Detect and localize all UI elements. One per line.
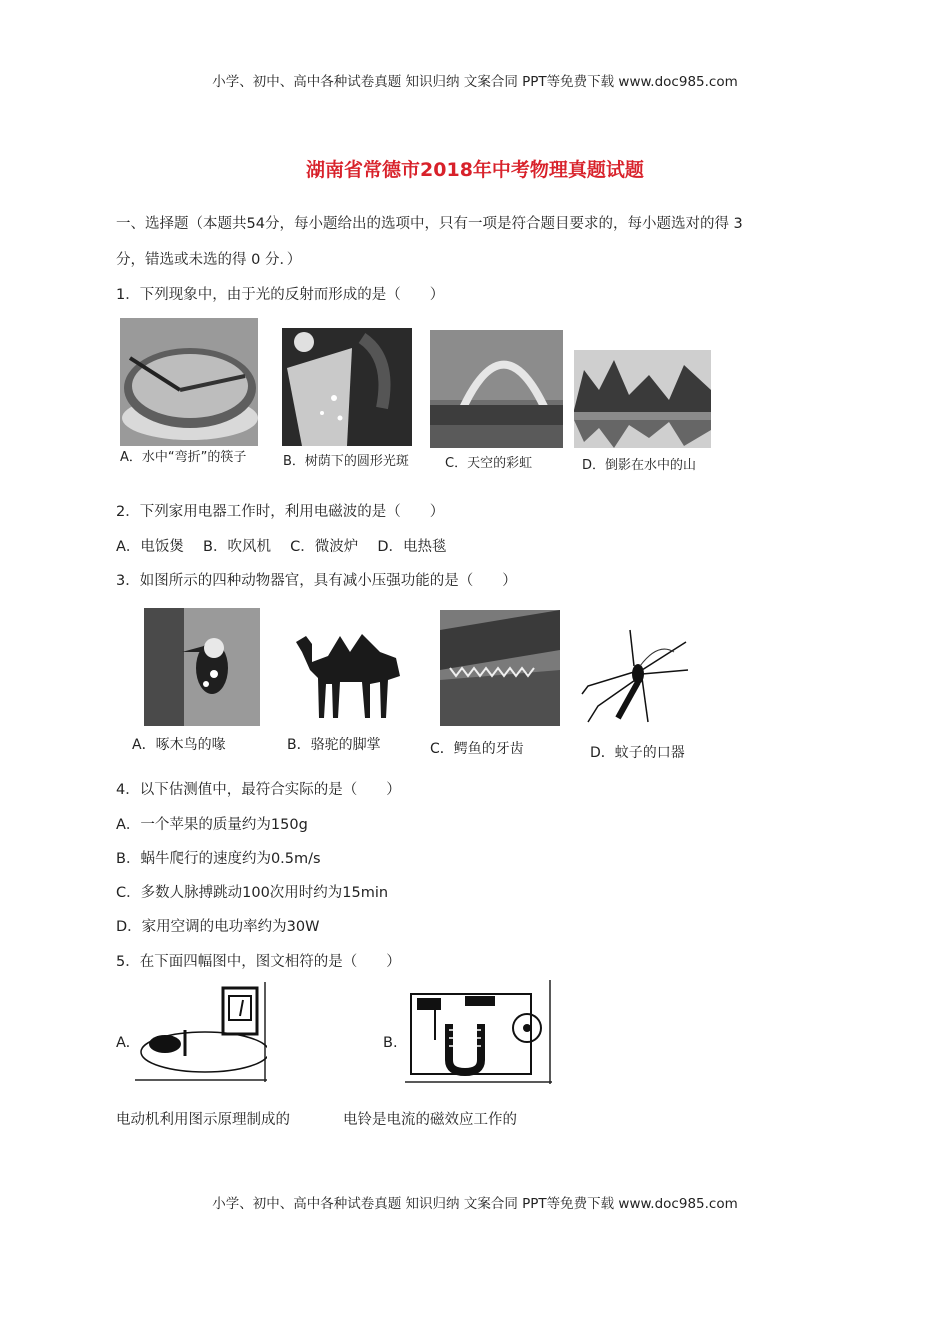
question-2-options: A．电饭煲 B．吹风机 C．微波炉 D．电热毯 (116, 539, 447, 555)
q1-image-mountain-reflection (574, 350, 711, 448)
question-1-stem: 1．下列现象中，由于光的反射而形成的是（ ） (116, 287, 445, 303)
page-header: 小学、初中、高中各种试卷真题 知识归纳 文案合同 PPT等免费下载 www.doc985.com (212, 74, 738, 90)
q5-caption-a: 电动机利用图示原理制成的 (116, 1112, 290, 1128)
question-4-option-d: D．家用空调的电功率约为30W (116, 919, 320, 935)
q5-label-a: A. (116, 1035, 131, 1051)
q3-image-mosquito (578, 622, 694, 726)
question-4-option-a: A．一个苹果的质量约为150g (116, 817, 308, 833)
q1-caption-d: D．倒影在水中的山 (582, 458, 697, 473)
page-title: 湖南省常德市2018年中考物理真题试题 (306, 159, 644, 181)
q3-caption-b: B．骆驼的脚掌 (287, 737, 381, 753)
q3-image-crocodile (440, 610, 560, 726)
q1-image-chopsticks (120, 318, 258, 446)
q1-caption-c: C．天空的彩虹 (445, 456, 533, 471)
q1-caption-a: A．水中“弯折”的筷子 (120, 450, 247, 465)
question-5-stem: 5．在下面四幅图中，图文相符的是（ ） (116, 954, 401, 970)
section-intro-line-2: 分，错选或未选的得 0 分．） (116, 252, 302, 268)
question-4-stem: 4．以下估测值中，最符合实际的是（ ） (116, 782, 401, 798)
question-2-stem: 2．下列家用电器工作时，利用电磁波的是（ ） (116, 504, 445, 520)
page-footer: 小学、初中、高中各种试卷真题 知识归纳 文案合同 PPT等免费下载 www.doc985.com (212, 1196, 738, 1212)
q3-image-camel (288, 622, 410, 722)
q1-image-rainbow (430, 330, 563, 448)
question-4-option-b: B．蜗牛爬行的速度约为0.5m/s (116, 851, 321, 867)
q3-caption-d: D．蚊子的口器 (590, 745, 685, 761)
q5-caption-b: 电铃是电流的磁效应工作的 (343, 1112, 517, 1128)
section-intro-line-1: 一、选择题（本题共54分，每小题给出的选项中，只有一项是符合题目要求的，每小题选对的得 3 (116, 216, 743, 232)
q5-image-b-electric-bell (405, 980, 552, 1084)
q3-caption-c: C．鳄鱼的牙齿 (430, 741, 524, 757)
q5-image-a-circuit (135, 982, 267, 1082)
q1-image-shadow-spots (282, 328, 412, 446)
q3-image-woodpecker (144, 608, 260, 726)
q5-label-b: B. (383, 1035, 398, 1051)
q1-caption-b: B．树荫下的圆形光斑 (283, 454, 409, 469)
question-3-stem: 3．如图所示的四种动物器官，具有减小压强功能的是（ ） (116, 573, 517, 589)
question-4-option-c: C．多数人脉搏跳动100次用时约为15min (116, 885, 389, 901)
q3-caption-a: A．啄木鸟的喙 (132, 737, 226, 753)
